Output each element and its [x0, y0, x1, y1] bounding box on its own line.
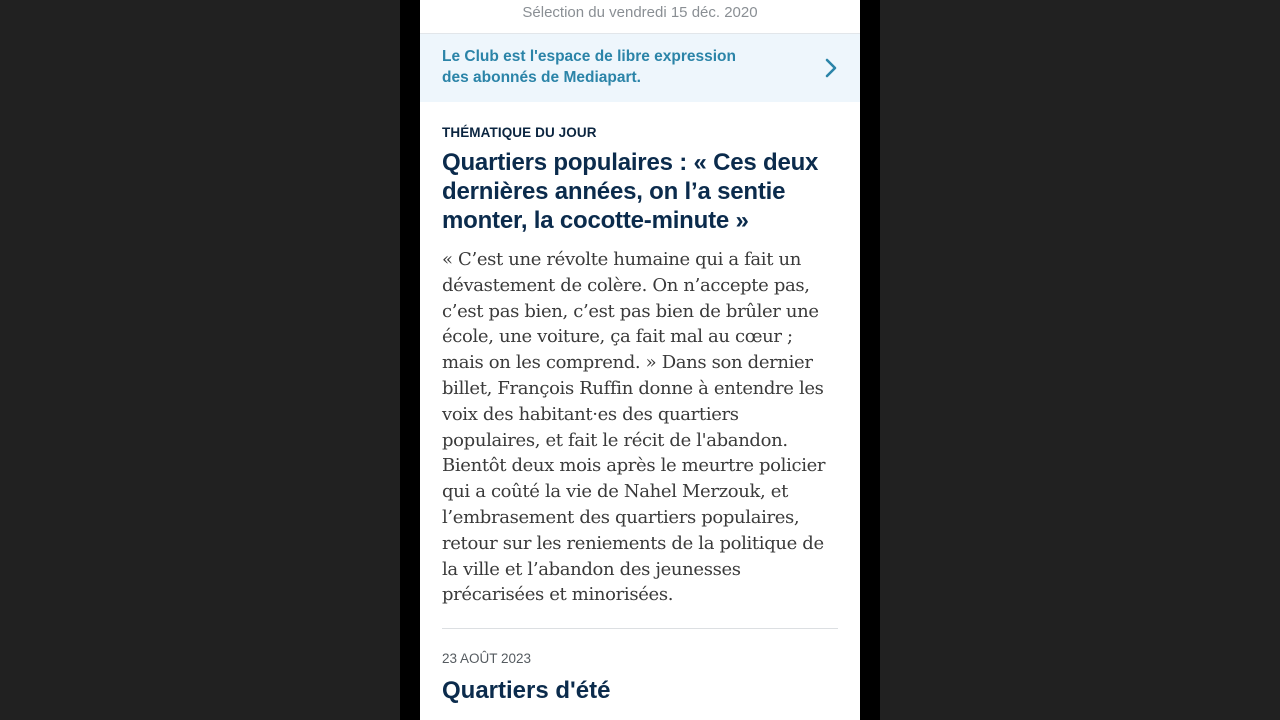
app-screen	[420, 0, 860, 720]
club-banner-link[interactable]	[420, 34, 860, 102]
club-banner-text-line2: des abonnés de Mediapart.	[442, 69, 641, 86]
featured-headline-link[interactable]: Quartiers populaires : « Ces deux dernières années, on l’a sentie monter, la cocotte-minute »	[442, 149, 819, 234]
article-date: 23 AOÛT 2023	[442, 651, 532, 667]
section-kicker: THÉMATIQUE DU JOUR	[442, 125, 597, 140]
selection-date: Sélection du vendredi 15 déc. 2020	[420, 0, 860, 34]
article-list	[420, 125, 860, 705]
article-headline-link[interactable]: Quartiers d'été	[442, 677, 611, 705]
chevron-right-icon[interactable]	[822, 56, 840, 80]
phone-frame	[400, 0, 880, 720]
divider	[442, 628, 838, 629]
club-banner-text-line1: Le Club est l'espace de libre expression	[442, 48, 736, 65]
featured-summary: « C’est une révolte humaine qui a fait un dévastement de colère. On n’accepte pas, c’est pas bien, c’est pas bien de brûler une école, une voiture, ça fait mal au cœur ; mais on les comprend. » Dans son dernier billet, François Ruffin donne à entendre les voix des habitant·es des quartiers populaires, et fait le récit de l'abandon. Bientôt deux mois après le meurtre policier qui a coûté la vie de Nahel Merzouk, et l’embrasement des quartiers populaires, retour sur les reniements de la politique de la ville et l’abandon des jeunesses précarisées et minorisées.	[442, 249, 826, 606]
